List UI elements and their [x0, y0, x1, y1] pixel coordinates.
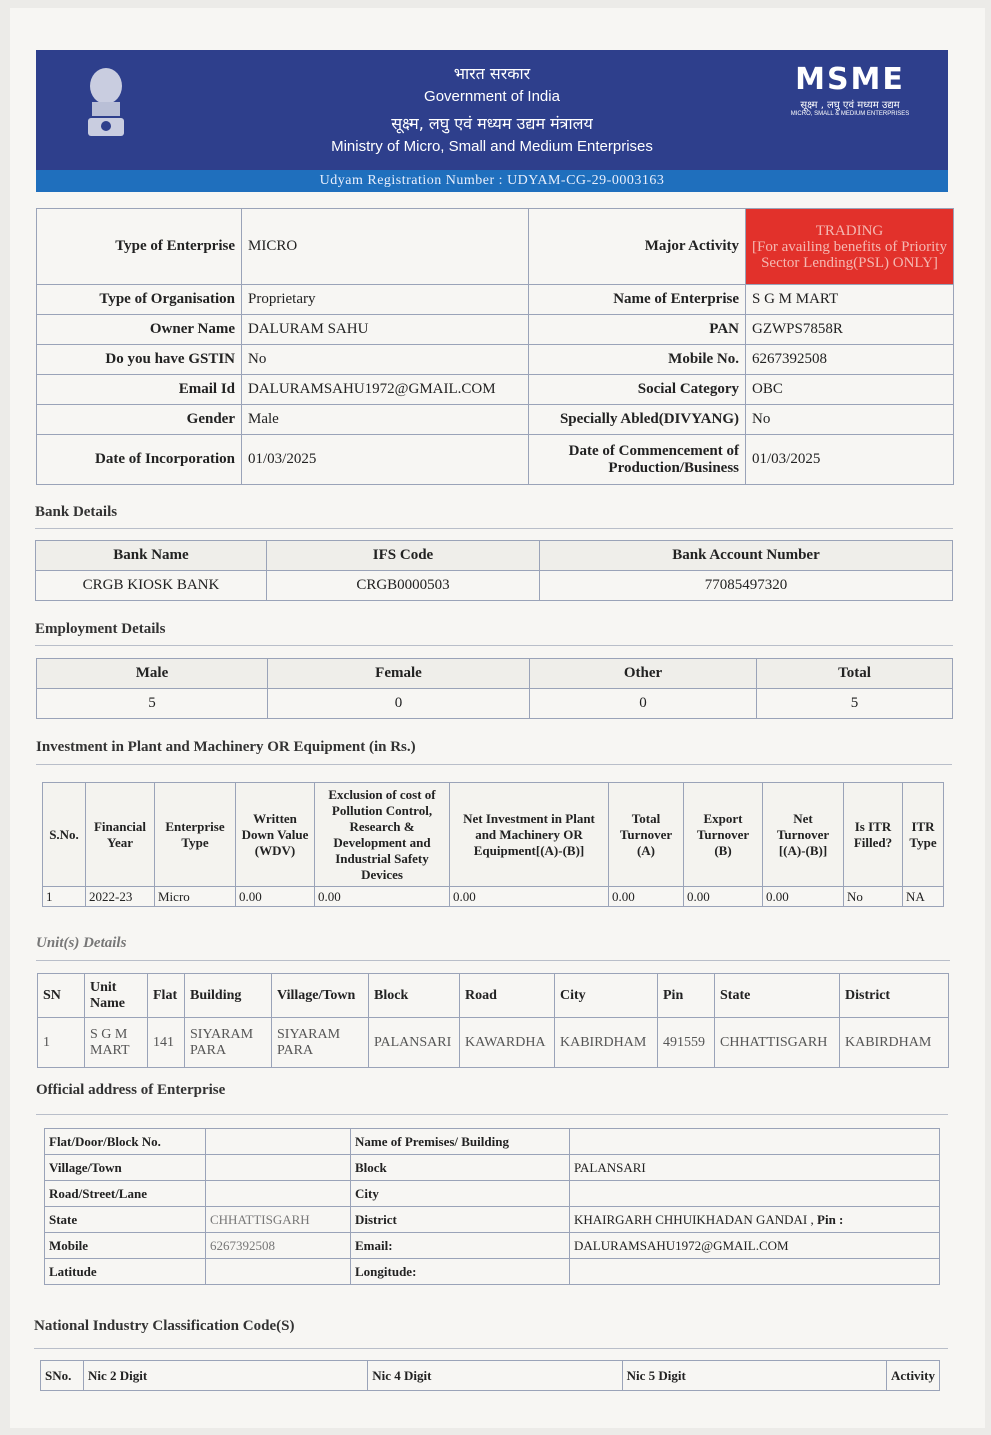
bank-header-ifsc: IFS Code	[267, 541, 540, 571]
addr-longitude-value	[570, 1259, 940, 1285]
addr-block-value: PALANSARI	[570, 1155, 940, 1181]
type-enterprise-value: MICRO	[242, 209, 529, 285]
owner-label: Owner Name	[37, 315, 242, 345]
unit-city: KABIRDHAM	[555, 1018, 658, 1068]
bank-section-title: Bank Details	[35, 504, 118, 520]
addr-longitude-label: Longitude:	[351, 1259, 570, 1285]
inv-header-total-turnover: Total Turnover (A)	[609, 783, 684, 887]
unit-district: KABIRDHAM	[840, 1018, 949, 1068]
name-enterprise-label: Name of Enterprise	[529, 285, 746, 315]
unit-state: CHHATTISGARH	[715, 1018, 840, 1068]
gstin-label: Do you have GSTIN	[37, 345, 242, 375]
official-address-table	[44, 1128, 940, 1285]
addr-state-label: State	[45, 1207, 206, 1233]
major-activity-value: TRADING	[815, 222, 884, 239]
nic-section-title: National Industry Classification Code(S)	[34, 1318, 295, 1334]
addr-road-value	[206, 1181, 351, 1207]
msme-logo	[780, 62, 920, 117]
addr-village-value	[206, 1155, 351, 1181]
inv-header-sno: S.No.	[43, 783, 86, 887]
addr-district-cell	[570, 1207, 940, 1233]
mobile-value: 6267392508	[746, 345, 954, 375]
unit-block: PALANSARI	[369, 1018, 460, 1068]
major-activity-cell	[746, 209, 954, 285]
major-activity-label: Major Activity	[529, 209, 746, 285]
type-org-value: Proprietary	[242, 285, 529, 315]
addr-email-value: DALURAMSAHU1972@GMAIL.COM	[570, 1233, 940, 1259]
unit-header-building: Building	[185, 974, 272, 1018]
unit-header-state: State	[715, 974, 840, 1018]
inv-itr-type: NA	[903, 887, 944, 907]
mobile-label: Mobile No.	[529, 345, 746, 375]
inv-itr-filled: No	[844, 887, 903, 907]
employment-female: 0	[268, 689, 530, 719]
addr-district-label: District	[351, 1207, 570, 1233]
nic-header-2digit: Nic 2 Digit	[83, 1361, 367, 1391]
inv-header-export-turnover: Export Turnover (B)	[684, 783, 763, 887]
investment-section-title: Investment in Plant and Machinery OR Equipment (in Rs.)	[36, 739, 416, 755]
inv-header-itr-filled: Is ITR Filled?	[844, 783, 903, 887]
inv-header-wdv: Written Down Value (WDV)	[236, 783, 315, 887]
inv-header-net-investment: Net Investment in Plant and Machinery OR Equipment[(A)-(B)]	[450, 783, 609, 887]
msme-logo-text: MSME	[795, 62, 905, 97]
addr-mobile-value: 6267392508	[206, 1233, 351, 1259]
employment-male: 5	[37, 689, 268, 719]
investment-divider	[36, 764, 952, 765]
employment-table	[36, 658, 953, 719]
type-enterprise-label: Type of Enterprise	[37, 209, 242, 285]
udyam-separator: :	[498, 173, 504, 188]
employment-header-male: Male	[37, 659, 268, 689]
gender-value: Male	[242, 405, 529, 435]
nic-table	[40, 1360, 940, 1391]
hindi-govt-title: भारत सरकार	[453, 64, 531, 83]
major-activity-note: [For availing benefits of Priority Sector Lending(PSL) ONLY]	[752, 238, 947, 271]
addr-city-label: City	[351, 1181, 570, 1207]
pan-value: GZWPS7858R	[746, 315, 954, 345]
inv-type: Micro	[155, 887, 236, 907]
units-table	[37, 973, 949, 1068]
unit-header-village: Village/Town	[272, 974, 369, 1018]
addr-email-label: Email:	[351, 1233, 570, 1259]
nic-header-5digit: Nic 5 Digit	[622, 1361, 886, 1391]
employment-header-other: Other	[530, 659, 757, 689]
employment-divider	[35, 645, 953, 646]
email-value: DALURAMSAHU1972@GMAIL.COM	[242, 375, 529, 405]
unit-header-city: City	[555, 974, 658, 1018]
unit-header-road: Road	[460, 974, 555, 1018]
unit-header-block: Block	[369, 974, 460, 1018]
bank-divider	[35, 528, 953, 529]
header-banner	[36, 50, 948, 170]
addr-premises-value	[570, 1129, 940, 1155]
employment-other: 0	[530, 689, 757, 719]
name-enterprise-value: S G M MART	[746, 285, 954, 315]
unit-header-sn: SN	[38, 974, 85, 1018]
ministry-title: Ministry of Micro, Small and Medium Enterprises	[331, 138, 653, 155]
inv-header-net-turnover: Net Turnover [(A)-(B)]	[763, 783, 844, 887]
inv-header-year: Financial Year	[86, 783, 155, 887]
addr-latitude-value	[206, 1259, 351, 1285]
govt-title: Government of India	[424, 88, 560, 105]
nic-divider	[34, 1348, 948, 1349]
unit-header-name: Unit Name	[85, 974, 148, 1018]
units-divider	[36, 960, 950, 961]
inv-year: 2022-23	[86, 887, 155, 907]
unit-header-pin: Pin	[658, 974, 715, 1018]
divyang-label: Specially Abled(DIVYANG)	[529, 405, 746, 435]
email-label: Email Id	[37, 375, 242, 405]
inv-sno: 1	[43, 887, 86, 907]
addr-district-value: KHAIRGARH CHHUIKHADAN GANDAI ,	[574, 1211, 814, 1227]
unit-flat: 141	[148, 1018, 185, 1068]
nic-header-activity: Activity	[886, 1361, 939, 1391]
addr-road-label: Road/Street/Lane	[45, 1181, 206, 1207]
incorp-value: 01/03/2025	[242, 435, 529, 485]
msme-sub: MICRO, SMALL & MEDIUM ENTERPRISES	[790, 111, 910, 117]
units-section-title: Unit(s) Details	[36, 935, 127, 951]
inv-net-turnover: 0.00	[763, 887, 844, 907]
udyam-label: Udyam Registration Number	[319, 173, 495, 188]
bank-header-name: Bank Name	[36, 541, 267, 571]
addr-latitude-label: Latitude	[45, 1259, 206, 1285]
msme-hindi: सूक्ष्म , लघु एवं मध्यम उद्यम	[800, 100, 900, 111]
incorp-label: Date of Incorporation	[37, 435, 242, 485]
udyam-number-bar	[36, 170, 948, 192]
bank-table	[35, 540, 953, 601]
unit-header-district: District	[840, 974, 949, 1018]
unit-village: SIYARAM PARA	[272, 1018, 369, 1068]
bank-account: 77085497320	[540, 571, 953, 601]
unit-building: SIYARAM PARA	[185, 1018, 272, 1068]
bank-ifsc: CRGB0000503	[267, 571, 540, 601]
employment-header-female: Female	[268, 659, 530, 689]
employment-total: 5	[757, 689, 953, 719]
inv-exclusion: 0.00	[315, 887, 450, 907]
owner-value: DALURAM SAHU	[242, 315, 529, 345]
addr-block-label: Block	[351, 1155, 570, 1181]
social-label: Social Category	[529, 375, 746, 405]
divyang-value: No	[746, 405, 954, 435]
gstin-value: No	[242, 345, 529, 375]
inv-header-type: Enterprise Type	[155, 783, 236, 887]
nic-header-sno: SNo.	[41, 1361, 84, 1391]
addr-village-label: Village/Town	[45, 1155, 206, 1181]
enterprise-details-table	[36, 208, 954, 485]
inv-total-turnover: 0.00	[609, 887, 684, 907]
addr-mobile-label: Mobile	[45, 1233, 206, 1259]
pan-label: PAN	[529, 315, 746, 345]
hindi-ministry-title: सूक्ष्म, लघु एवं मध्यम उद्यम मंत्रालय	[391, 114, 593, 133]
unit-name: S G M MART	[85, 1018, 148, 1068]
bank-header-account: Bank Account Number	[540, 541, 953, 571]
udyam-value: UDYAM-CG-29-0003163	[507, 173, 665, 188]
investment-table	[42, 782, 944, 907]
nic-header-4digit: Nic 4 Digit	[368, 1361, 622, 1391]
employment-header-total: Total	[757, 659, 953, 689]
addr-pin-label: Pin :	[817, 1211, 844, 1227]
commence-value: 01/03/2025	[746, 435, 954, 485]
inv-export-turnover: 0.00	[684, 887, 763, 907]
unit-road: KAWARDHA	[460, 1018, 555, 1068]
addr-flat-value	[206, 1129, 351, 1155]
unit-pin: 491559	[658, 1018, 715, 1068]
inv-wdv: 0.00	[236, 887, 315, 907]
inv-header-itr-type: ITR Type	[903, 783, 944, 887]
social-value: OBC	[746, 375, 954, 405]
inv-header-exclusion: Exclusion of cost of Pollution Control, Research & Development and Industrial Safety Devices	[315, 783, 450, 887]
employment-section-title: Employment Details	[35, 621, 166, 637]
commence-label: Date of Commencement of Production/Business	[529, 435, 746, 485]
addr-state-value: CHHATTISGARH	[206, 1207, 351, 1233]
addr-city-value	[570, 1181, 940, 1207]
gender-label: Gender	[37, 405, 242, 435]
unit-sn: 1	[38, 1018, 85, 1068]
official-section-title: Official address of Enterprise	[36, 1082, 226, 1098]
inv-net-investment: 0.00	[450, 887, 609, 907]
addr-premises-label: Name of Premises/ Building	[351, 1129, 570, 1155]
type-org-label: Type of Organisation	[37, 285, 242, 315]
addr-flat-label: Flat/Door/Block No.	[45, 1129, 206, 1155]
unit-header-flat: Flat	[148, 974, 185, 1018]
official-divider	[36, 1114, 948, 1115]
bank-name: CRGB KIOSK BANK	[36, 571, 267, 601]
